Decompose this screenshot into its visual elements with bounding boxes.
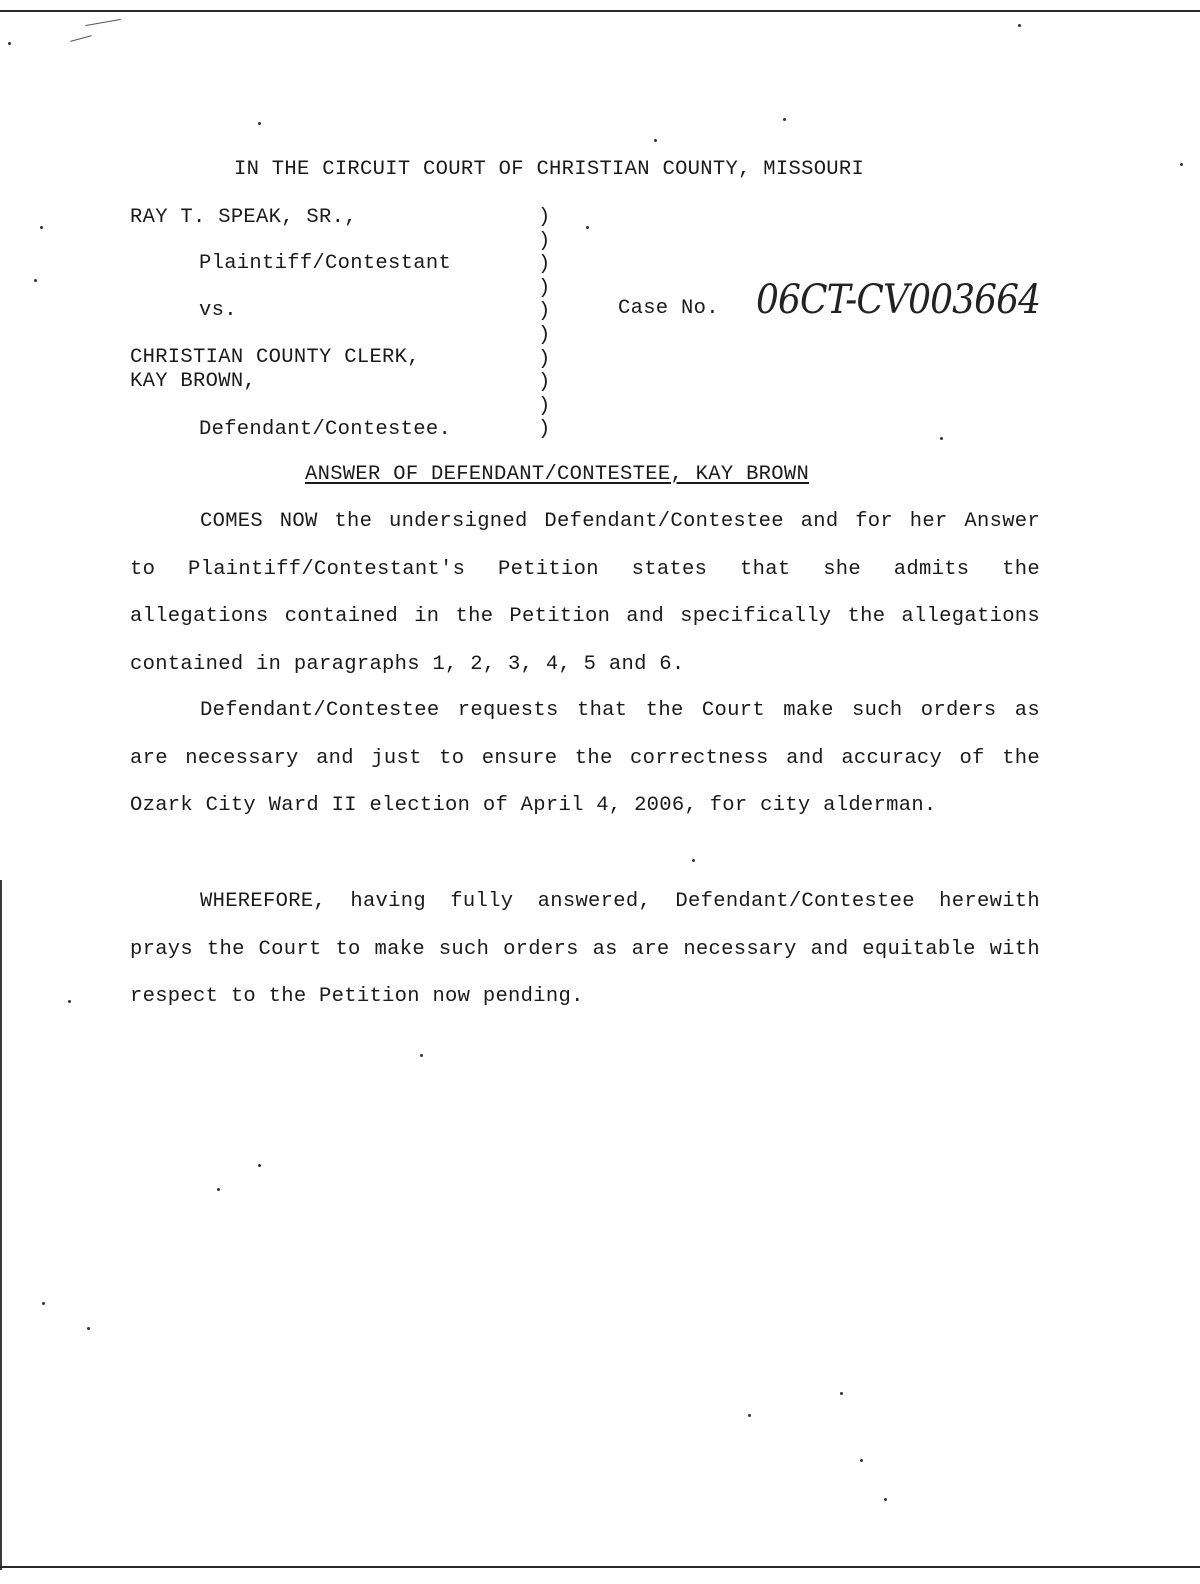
scan-speck <box>748 1414 751 1417</box>
caption-paren: ) <box>538 418 551 442</box>
plaintiff-name: RAY T. SPEAK, SR., <box>130 206 357 229</box>
scan-speck <box>1180 163 1183 166</box>
caption-paren: ) <box>538 206 551 229</box>
scan-speck <box>692 859 695 862</box>
case-number-label: Case No. <box>618 297 719 320</box>
case-number-handwritten: 06CT-CV003664 <box>756 277 1041 323</box>
scan-speck <box>258 1164 261 1167</box>
caption-paren: ) <box>538 371 551 395</box>
scan-edge-bottom <box>0 1566 1200 1568</box>
body-paragraph-1: COMES NOW the undersigned Defendant/Contestee and for her Answer to Plaintiff/Contestant's Petition states that she admits the allegations contained in the Petition and specifically the allegations contained in paragraphs 1, 2, 3, 4, 5 and 6. <box>130 510 1040 676</box>
scan-speck <box>586 226 589 229</box>
caption-paren: ) <box>538 394 551 418</box>
caption-paren: ) <box>538 229 551 253</box>
body-paragraph-2: Defendant/Contestee requests that the Court make such orders as are necessary and just to ensure the correctness and accuracy of the Ozark City Ward II election of April 4, 2006, for city alderman. <box>130 699 1040 817</box>
defendant-role: Defendant/Contestee. <box>199 418 452 441</box>
scan-speck <box>783 118 786 121</box>
versus-label: vs. <box>199 299 237 322</box>
scan-speck <box>8 42 11 45</box>
court-heading: IN THE CIRCUIT COURT OF CHRISTIAN COUNTY, MISSOURI <box>234 158 865 181</box>
scan-speck <box>68 1000 71 1003</box>
scan-edge-top <box>0 10 1200 12</box>
defendant-name-line2: KAY BROWN, <box>130 370 257 393</box>
plaintiff-role: Plaintiff/Contestant <box>199 252 452 275</box>
scan-speck <box>840 1392 843 1395</box>
scan-speck <box>940 437 943 440</box>
caption-paren: ) <box>538 323 551 347</box>
body-paragraph-3: WHEREFORE, having fully answered, Defendant/Contestee herewith prays the Court to make such orders as are necessary and equitable with respect to the Petition now pending. <box>130 890 1040 1008</box>
scan-mark <box>70 35 92 42</box>
scan-speck <box>1018 24 1021 27</box>
scan-speck <box>42 1302 45 1305</box>
caption-paren: ) <box>538 276 551 300</box>
scan-mark <box>85 19 121 26</box>
caption-parentheses <box>538 206 558 442</box>
caption-paren: ) <box>538 253 551 277</box>
caption-paren: ) <box>538 347 551 371</box>
caption-paren: ) <box>538 300 551 324</box>
scan-speck <box>217 1188 220 1191</box>
defendant-name-line1: CHRISTIAN COUNTY CLERK, <box>130 346 420 369</box>
scan-speck <box>258 122 261 125</box>
scan-speck <box>87 1327 90 1330</box>
scan-speck <box>34 279 37 282</box>
scan-speck <box>860 1459 863 1462</box>
scan-speck <box>40 226 43 229</box>
scan-speck <box>654 139 657 142</box>
scan-speck <box>420 1054 423 1057</box>
scan-speck <box>884 1498 887 1501</box>
document-title: ANSWER OF DEFENDANT/CONTESTEE, KAY BROWN <box>305 463 810 486</box>
scan-edge-left <box>0 880 2 1570</box>
